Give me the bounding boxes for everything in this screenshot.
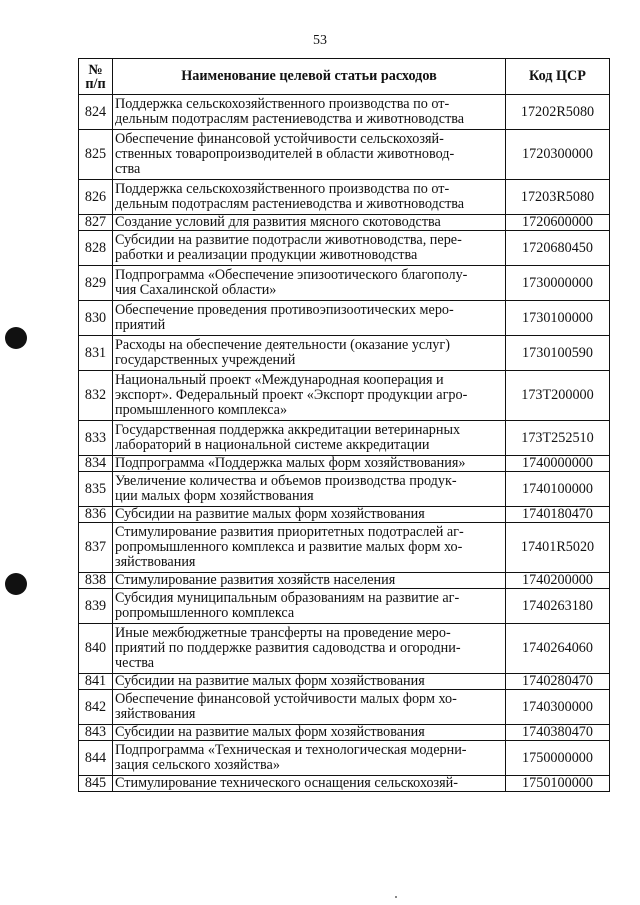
expense-item-name: Иные межбюджетные трансферты на проведение меро- приятий по поддержке развития садоводства и огородни- чества [113,624,506,674]
column-header-code: Код ЦСР [506,59,610,95]
table-row [79,573,610,589]
row-number: 837 [79,523,113,573]
row-number: 832 [79,371,113,421]
expense-item-name: Стимулирование технического оснащения сельскохозяй- [113,776,506,792]
csr-code: 1730100590 [506,336,610,371]
row-number: 843 [79,725,113,741]
row-number: 824 [79,95,113,130]
row-number: 825 [79,130,113,180]
table-row [79,421,610,456]
row-number: 829 [79,266,113,301]
row-number: 834 [79,456,113,472]
table-row [79,130,610,180]
csr-code: 173T200000 [506,371,610,421]
row-number: 830 [79,301,113,336]
expense-item-name: Подпрограмма «Обеспечение эпизоотического благополу- чия Сахалинской области» [113,266,506,301]
expense-item-name: Создание условий для развития мясного скотоводства [113,215,506,231]
csr-code: 1740380470 [506,725,610,741]
table-row [79,371,610,421]
expense-item-name: Поддержка сельскохозяйственного производства по от- дельным подотраслям растениеводства и животноводства [113,180,506,215]
table-row [79,741,610,776]
csr-code: 1740000000 [506,456,610,472]
column-header-name: Наименование целевой статьи расходов [113,59,506,95]
csr-code: 1730000000 [506,266,610,301]
column-header-number: № п/п [79,59,113,95]
expense-item-name: Увеличение количества и объемов производства продук- ции малых форм хозяйствования [113,472,506,507]
expense-item-name: Поддержка сельскохозяйственного производства по от- дельным подотраслям растениеводства и животноводства [113,95,506,130]
csr-code: 1740264060 [506,624,610,674]
table-row [79,523,610,573]
row-number: 838 [79,573,113,589]
expense-item-name: Стимулирование развития приоритетных подотраслей аг- ропромышленного комплекса и развитие малых форм хо- зяйствования [113,523,506,573]
row-number: 845 [79,776,113,792]
expense-item-name: Субсидии на развитие подотрасли животноводства, пере- работки и реализации продукции животноводства [113,231,506,266]
csr-code: 17401R5020 [506,523,610,573]
row-number: 828 [79,231,113,266]
expense-item-name: Субсидии на развитие малых форм хозяйствования [113,507,506,523]
table-row [79,725,610,741]
table-row [79,690,610,725]
row-number: 841 [79,674,113,690]
row-number: 842 [79,690,113,725]
csr-code: 1740300000 [506,690,610,725]
csr-code: 1740180470 [506,507,610,523]
expense-item-name: Государственная поддержка аккредитации ветеринарных лабораторий в национальной системе аккредитации [113,421,506,456]
csr-code: 1740200000 [506,573,610,589]
row-number: 836 [79,507,113,523]
page-number: 53 [313,33,327,48]
table-row [79,776,610,792]
csr-code: 1720300000 [506,130,610,180]
table-row [79,624,610,674]
table-row [79,266,610,301]
punch-hole-bottom [5,573,27,595]
row-number: 833 [79,421,113,456]
csr-code: 17203R5080 [506,180,610,215]
expense-item-name: Расходы на обеспечение деятельности (оказание услуг) государственных учреждений [113,336,506,371]
punch-hole-top [5,327,27,349]
table-row [79,180,610,215]
csr-code: 17202R5080 [506,95,610,130]
table-header-row [79,59,610,95]
csr-code: 1720680450 [506,231,610,266]
csr-code: 1750100000 [506,776,610,792]
csr-code: 1740100000 [506,472,610,507]
csr-code: 1740280470 [506,674,610,690]
expense-item-name: Обеспечение проведения противоэпизоотических меро- приятий [113,301,506,336]
csr-code: 1720600000 [506,215,610,231]
table-row [79,472,610,507]
row-number: 844 [79,741,113,776]
table-row [79,507,610,523]
expense-item-name: Обеспечение финансовой устойчивости сельскохозяй- ственных товаропроизводителей в области животновод- ства [113,130,506,180]
expense-item-name: Субсидии на развитие малых форм хозяйствования [113,674,506,690]
row-number: 839 [79,589,113,624]
row-number: 840 [79,624,113,674]
row-number: 827 [79,215,113,231]
csr-code: 1730100000 [506,301,610,336]
table-row [79,215,610,231]
csr-code: 1750000000 [506,741,610,776]
expense-item-name: Подпрограмма «Техническая и технологическая модерни- зация сельского хозяйства» [113,741,506,776]
row-number: 835 [79,472,113,507]
expense-item-name: Субсидии на развитие малых форм хозяйствования [113,725,506,741]
table-row [79,589,610,624]
table-row [79,95,610,130]
table-row [79,456,610,472]
expense-item-name: Стимулирование развития хозяйств населения [113,573,506,589]
csr-code: 173T252510 [506,421,610,456]
table-row [79,336,610,371]
expense-item-name: Национальный проект «Международная кооперация и экспорт». Федеральный проект «Экспорт продукции агро- промышленного комплекса» [113,371,506,421]
expense-items-table [78,58,610,792]
expense-item-name: Субсидия муниципальным образованиям на развитие аг- ропромышленного комплекса [113,589,506,624]
table-row [79,674,610,690]
table-body [79,95,610,792]
row-number: 826 [79,180,113,215]
expense-item-name: Обеспечение финансовой устойчивости малых форм хо- зяйствования [113,690,506,725]
expense-item-name: Подпрограмма «Поддержка малых форм хозяйствования» [113,456,506,472]
scan-dot [395,896,397,898]
csr-code: 1740263180 [506,589,610,624]
table-row [79,231,610,266]
row-number: 831 [79,336,113,371]
table-row [79,301,610,336]
